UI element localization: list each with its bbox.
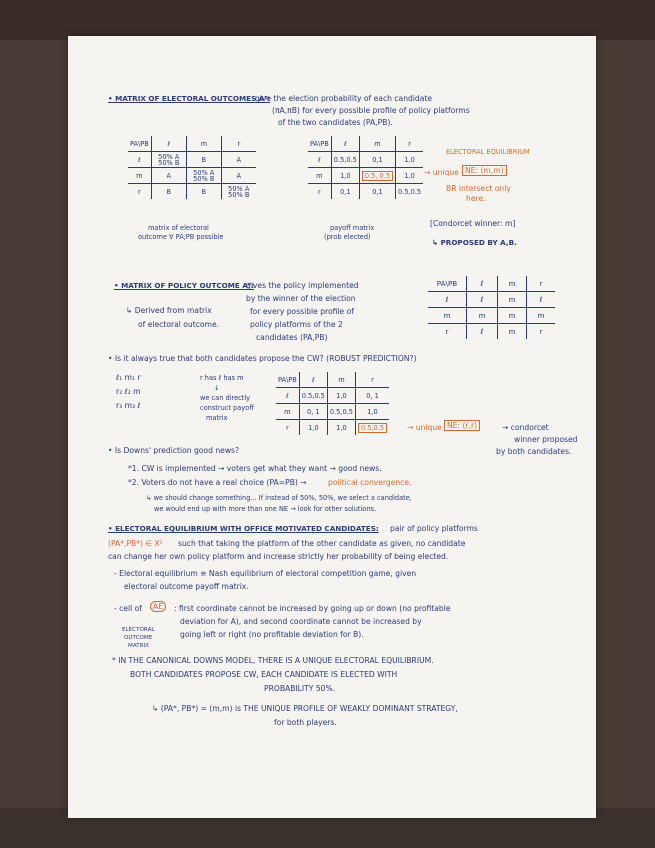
note: matrix: [206, 414, 228, 422]
side-note: MATRIX: [128, 643, 150, 649]
note: r has ℓ has m: [200, 374, 244, 382]
text-line: by the winner of the election: [246, 294, 356, 303]
heading-electoral-outcomes: • MATRIX OF ELECTORAL OUTCOMES Aᴱ:: [108, 94, 271, 103]
note: we can directly: [200, 394, 251, 402]
text-line: - Electoral equilibrium ≡ Nash equilibrium of electoral competition game, given: [114, 569, 417, 578]
text-line: ↳ Derived from matrix: [126, 306, 212, 315]
text-line: of the two candidates (PA,PB).: [278, 118, 393, 127]
text-line: PROBABILITY 50%.: [264, 684, 336, 693]
background-top: [0, 0, 655, 40]
answer: ↳ we should change something... If instead of 50%, 50%, we select a candidate,: [146, 494, 412, 502]
br-note: BR intersect only: [446, 184, 511, 193]
text-line: policy platforms of the 2: [250, 320, 343, 329]
text-line: (πA,πB) for every possible profile of policy platforms: [272, 106, 470, 115]
unique-arrow: → unique: [424, 168, 459, 177]
text-line: ↳ (PA*, PB*) = (m,m) is THE UNIQUE PROFILE OF WEAKLY DOMINANT STRATEGY,: [152, 704, 458, 713]
caption: payoff matrix: [330, 224, 375, 232]
text-line: candidates (PA,PB): [256, 333, 328, 342]
condorcet-note: winner proposed: [514, 435, 578, 444]
electoral-equilibrium-label: ELECTORAL EQUILIBRIUM: [446, 148, 530, 156]
text-line: pair of policy platforms: [390, 524, 478, 533]
text-highlight: (PA*,PB*) ∈ X²: [108, 539, 163, 548]
condorcet-note: → condorcet: [502, 423, 549, 432]
answer: *2. Voters do not have a real choice (PA=PB) →: [128, 478, 307, 487]
payoff-matrix-table: PA\PB ℓ m r ℓ 0.5,0.5 0,1 1,0 m 1,0 0.5, 0.5 1,0 r 0,1 0,1 0.5,0.5: [308, 136, 423, 199]
text-line: : first coordinate cannot be increased by going up or down (no profitable: [174, 604, 451, 613]
text-line: give the election probability of each candidate: [255, 94, 433, 103]
ne-box: NE: (m,m): [462, 165, 507, 176]
side-note: ELECTORAL: [122, 627, 155, 633]
text-line: - cell of: [114, 604, 142, 613]
text-line: gives the policy implemented: [246, 281, 359, 290]
text-line: BOTH CANDIDATES PROPOSE CW, EACH CANDIDATE IS ELECTED WITH: [130, 670, 398, 679]
answer: *1. CW is implemented → voters get what they want → good news.: [128, 464, 382, 473]
text-line: electoral outcome payoff matrix.: [124, 582, 249, 591]
heading-policy-outcome: • MATRIX OF POLICY OUTCOME Aᴾ:: [114, 281, 255, 290]
unique-arrow: → unique: [407, 423, 442, 432]
electoral-outcome-table: PA\PB ℓ m r ℓ 50% A 50% B B A m A 50% A 50% B A r B B 50% A 50% B: [128, 136, 256, 199]
condorcet-winner: [Condorcet winner: m]: [430, 219, 516, 228]
preference: r₃ m₃ ℓ: [116, 401, 141, 410]
text-line: such that taking the platform of the other candidate as given, no candidate: [178, 539, 466, 548]
text-line: of electoral outcome.: [138, 320, 220, 329]
preference: ℓ₁ m₁ r: [116, 373, 141, 382]
ae-circle: AE: [150, 601, 166, 612]
equilibrium-cell: 0.5, 0.5: [362, 171, 393, 181]
text-line: * IN THE CANONICAL DOWNS MODEL, THERE IS A UNIQUE ELECTORAL EQUILIBRIUM.: [112, 656, 434, 665]
text-line: going left or right (no profitable deviation for B).: [180, 630, 364, 639]
question: • Is Downs' prediction good news?: [108, 446, 240, 455]
policy-outcome-table: PA\PB ℓ m r ℓ ℓ m ℓ m m m m r ℓ m r: [428, 276, 555, 339]
ne-box: NE: (r,r): [444, 420, 480, 431]
answer: we would end up with more than one NE → look for other solutions.: [154, 505, 377, 513]
table-corner: PA\PB: [128, 136, 151, 152]
text-line: can change her own policy platform and increase strictly her probability of being elected.: [108, 552, 449, 561]
side-note: OUTCOME: [124, 635, 153, 641]
note: ↓: [214, 384, 220, 392]
proposed-note: ↳ PROPOSED BY A,B.: [432, 238, 517, 247]
caption: matrix of electoral: [148, 224, 209, 232]
note: construct payoff: [200, 404, 254, 412]
caption: (prob elected): [324, 233, 371, 241]
heading-office-motivated: • ELECTORAL EQUILIBRIUM WITH OFFICE MOTIVATED CANDIDATES:: [108, 524, 379, 533]
text-line: deviation for A), and second coordinate cannot be increased by: [180, 617, 422, 626]
question: • Is it always true that both candidates propose the CW? (ROBUST PREDICTION?): [108, 354, 417, 363]
equilibrium-cell: 0.5,0.5: [358, 423, 387, 433]
caption: outcome ∀ PA,PB possible: [138, 233, 224, 241]
condorcet-note: by both candidates.: [496, 447, 572, 456]
notes-page: [68, 36, 596, 818]
br-note: here.: [466, 194, 486, 203]
payoff-matrix-table-2: PA\PB ℓ m r ℓ 0.5,0.5 1,0 0, 1 m 0, 1 0.5,0.5 1,0 r 1,0 1,0 0.5,0.5: [276, 372, 389, 435]
answer-highlight: political convergence.: [328, 478, 412, 487]
text-line: for every possible profile of: [250, 307, 354, 316]
preference: r₂ ℓ₂ m: [116, 387, 141, 396]
text-line: for both players.: [274, 718, 337, 727]
